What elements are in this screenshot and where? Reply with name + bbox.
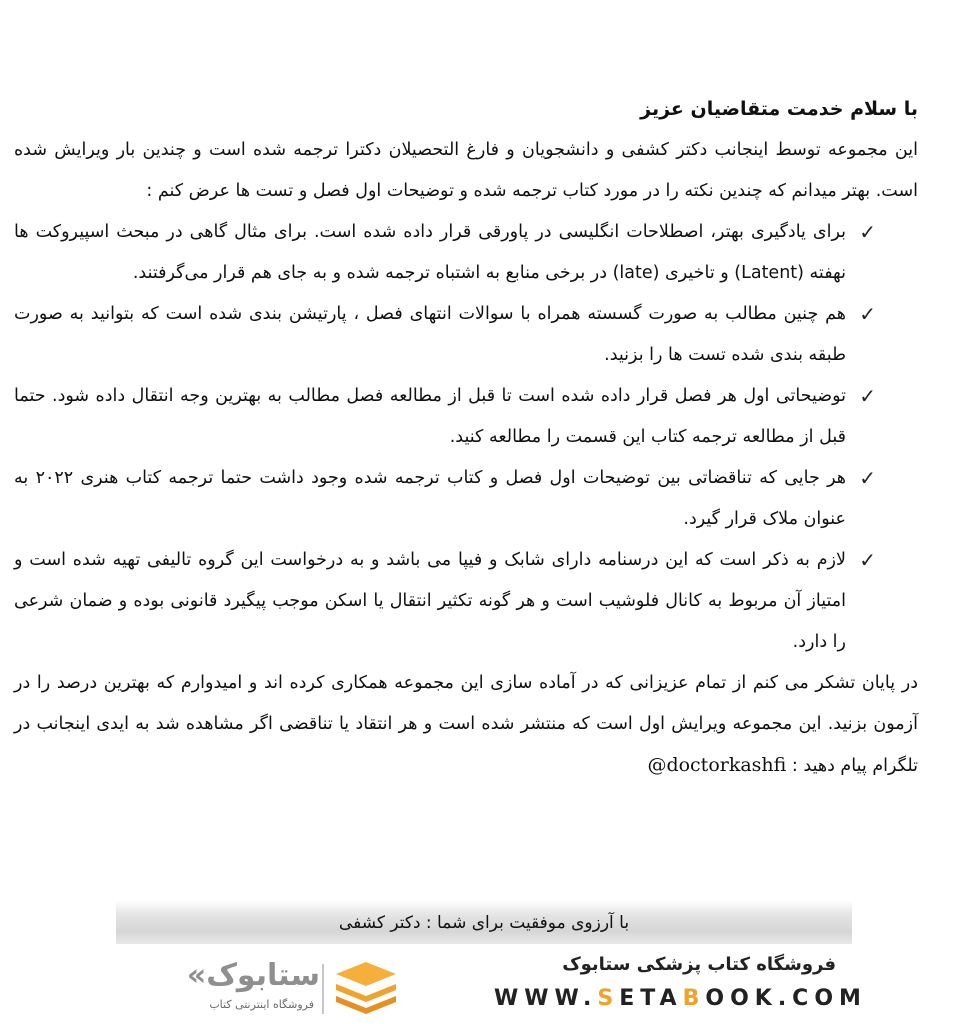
checkmark-icon: ✓: [859, 302, 876, 326]
list-item: [14, 458, 918, 540]
telegram-handle: @doctorkashfi: [647, 754, 787, 776]
checkmark-icon: ✓: [859, 384, 876, 408]
url-highlight: S: [597, 986, 620, 1011]
checkmark-icon: ✓: [859, 548, 876, 572]
list-item-text: لازم به ذکر است که این درسنامه دارای شابک و فیپا می باشد و به درخواست این گروه تالیفی تهیه شده است و امتیاز آن مربوط به کانال فلوشیب است و هر گونه تکثیر انتقال یا اسکن موجب پیگیرد قانونی بوده و ضمان شرعی را دارد.: [14, 550, 846, 652]
intro-paragraph: این مجموعه توسط اینجانب دکتر کشفی و دانشجویان و فارغ التحصیلان دکترا ترجمه شده است و چندین بار ویرایش شده است. بهتر میدانم که چندین نکته را در مورد کتاب ترجمه شده و توضیحات اول فصل و تست ها عرض کنم :: [14, 140, 918, 201]
url-part: ETA: [619, 986, 683, 1011]
list-item: [14, 212, 918, 294]
store-name: فروشگاه کتاب پزشکی ستابوک: [562, 954, 836, 975]
list-item: [14, 294, 918, 376]
list-item: [14, 376, 918, 458]
notes-list: [14, 212, 918, 663]
closing-text: در پایان تشکر می کنم از تمام عزیزانی که در آماده سازی این مجموعه همکاری کرده اند و امیدوارم که بهترین درصد را در آزمون بزنید. این مجموعه ویرایش اول است که منتشر شده است و هر انتقاد یا تناقضی اگر مشاهده شد به ایدی اینجانب در تلگرام پیام دهید :: [14, 673, 918, 776]
signature-band: [116, 900, 852, 944]
setabook-logo: [150, 958, 400, 1020]
list-item-text: توضیحاتی اول هر فصل قرار داده شده است تا قبل از مطالعه فصل مطالب به بهترین وجه انتقال داده شود. حتما قبل از مطالعه ترجمه کتاب این قسمت را مطالعه کنید.: [14, 386, 846, 447]
list-item-text: هم چنین مطالب به صورت گسسته همراه با سوالات انتهای فصل ، پارتیشن بندی شده است که بتوانید به صورت طبقه بندی شده تست ها را بزنید.: [14, 304, 846, 365]
list-item-text: هر جایی که تناقضاتی بین توضیحات اول فصل و کتاب ترجمه شده وجود داشت حتما ترجمه کتاب هنری ۲۰۲۲ به عنوان ملاک قرار گیرد.: [14, 468, 846, 529]
list-item-text: برای یادگیری بهتر، اصطلاحات انگلیسی در پاورقی قرار داده شده است. برای مثال گاهی در مبحث اسپیروکت ها نهفته (Latent) و تاخیری (late) در برخی منابع به اشتباه ترجمه شده و به جای هم قرار می‌گرفتند.: [14, 222, 846, 283]
checkmark-icon: ✓: [859, 466, 876, 490]
closing-paragraph: [14, 663, 918, 787]
list-item: [14, 540, 918, 663]
store-url: [494, 986, 867, 1011]
checkmark-icon: ✓: [859, 220, 876, 244]
logo-name: ستابوک»: [186, 958, 320, 993]
logo-subtitle: فروشگاه اینترنتی کتاب: [209, 998, 314, 1011]
url-part: WWW.: [494, 986, 598, 1011]
book-stack-icon: [332, 960, 400, 1018]
signature-text: با آرزوی موفقیت برای شما : دکتر کشفی: [338, 913, 630, 933]
greeting-heading: با سلام خدمت متقاضیان عزیز: [640, 98, 918, 120]
url-highlight: B: [682, 986, 706, 1011]
logo-wordmark: [150, 958, 320, 1020]
document-body: [14, 88, 918, 787]
url-part: OOK.COM: [705, 986, 867, 1011]
logo-divider: [322, 964, 324, 1014]
